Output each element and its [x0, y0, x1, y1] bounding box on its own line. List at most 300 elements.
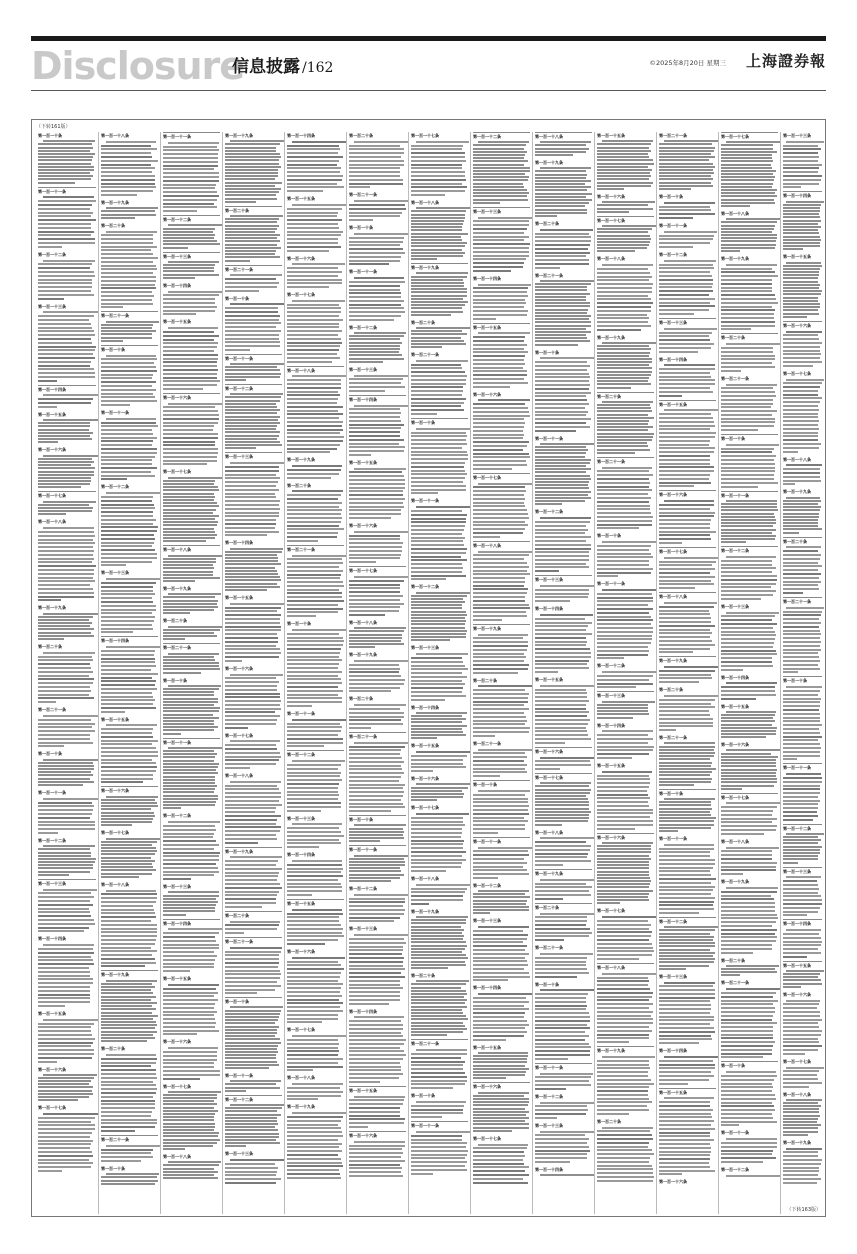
text-line: [535, 255, 586, 257]
article-heading: 第一百一十七条: [38, 493, 66, 499]
text-line: [168, 593, 221, 595]
text-line: [721, 1026, 773, 1028]
article-block: [659, 318, 716, 353]
text-line: [786, 1148, 822, 1150]
text-line: [535, 1005, 587, 1007]
text-line: [38, 1034, 92, 1036]
text-line: [38, 535, 95, 537]
text-line: [163, 723, 214, 725]
text-line: [349, 772, 404, 774]
text-line: [287, 1002, 343, 1004]
text-line: [535, 478, 591, 480]
text-line: [535, 853, 588, 855]
article-block: [411, 775, 468, 801]
text-line: [287, 678, 341, 680]
text-line: [597, 1015, 651, 1017]
text-line: [535, 151, 586, 153]
text-line: [473, 752, 525, 754]
text-line: [101, 253, 153, 255]
text-line: [225, 788, 279, 790]
text-line: [168, 291, 222, 293]
text-line: [659, 985, 713, 987]
article-block: [597, 580, 654, 659]
text-line: [783, 334, 818, 336]
text-line: [535, 481, 589, 483]
text-line: [349, 479, 405, 481]
text-line: [411, 941, 466, 943]
article-heading: 第一百一十八条: [473, 542, 501, 548]
text-line: [225, 1167, 278, 1169]
text-line: [349, 630, 404, 632]
text-line: [163, 904, 216, 906]
text-line: [783, 204, 821, 206]
text-line: [38, 238, 95, 240]
text-line: [473, 314, 527, 316]
text-line: [101, 620, 154, 622]
text-line: [287, 772, 341, 774]
article-heading: 第一百一十六条: [783, 322, 811, 328]
text-line: [163, 672, 201, 674]
text-line: [411, 398, 466, 400]
text-line: [721, 772, 776, 774]
text-line: [349, 991, 400, 993]
text-line: [163, 195, 219, 197]
text-line: [473, 976, 530, 978]
text-line: [721, 403, 773, 405]
text-line: [163, 785, 217, 787]
text-line: [535, 768, 560, 770]
text-line: [726, 988, 780, 990]
text-line: [664, 666, 718, 668]
text-line: [225, 719, 277, 721]
text-line: [225, 567, 275, 569]
text-line: [721, 902, 775, 904]
article-heading: 第一百一十三条: [783, 868, 811, 874]
text-line: [659, 755, 714, 757]
text-line: [349, 241, 403, 243]
text-line: [163, 270, 214, 272]
text-line: [473, 1065, 525, 1067]
article-block: [721, 491, 778, 544]
text-line: [721, 244, 776, 246]
text-line: [349, 646, 375, 648]
text-line: [163, 1097, 217, 1099]
text-line: [225, 474, 276, 476]
article-block: [411, 263, 468, 316]
article-heading: 第一百一十七条: [473, 474, 501, 480]
text-line: [411, 514, 467, 516]
text-line: [597, 283, 653, 285]
text-line: [473, 151, 527, 153]
text-line: [659, 332, 712, 334]
text-line: [726, 343, 780, 345]
text-line: [411, 160, 466, 162]
text-line: [659, 143, 712, 145]
article-block: [721, 1166, 778, 1177]
text-line: [225, 864, 276, 866]
text-line: [473, 900, 527, 902]
text-line: [225, 932, 244, 934]
text-line: [473, 573, 530, 575]
text-line: [597, 172, 650, 174]
text-line: [473, 1104, 528, 1106]
text-line: [783, 1086, 809, 1088]
text-line: [783, 618, 819, 620]
text-line: [597, 568, 653, 570]
text-line: [602, 225, 656, 227]
text-line: [721, 971, 777, 973]
text-line: [535, 1050, 590, 1052]
text-line: [597, 524, 652, 526]
text-line: [101, 983, 152, 985]
text-line: [535, 315, 591, 317]
article-block: [597, 216, 654, 253]
text-line: [101, 478, 127, 480]
text-line: [287, 574, 341, 576]
article-block: [411, 1092, 468, 1118]
text-line: [225, 1129, 278, 1131]
text-line: [225, 660, 242, 662]
text-line: [163, 720, 214, 722]
text-line: [478, 685, 532, 687]
article-block: [721, 546, 778, 600]
text-line: [535, 154, 573, 156]
text-line: [726, 1175, 780, 1177]
text-line: [597, 980, 649, 982]
text-line: [163, 1132, 219, 1134]
article-heading: 第一百二十一条: [783, 599, 811, 605]
text-line: [659, 172, 714, 174]
text-line: [225, 744, 276, 746]
text-line: [411, 255, 463, 257]
text-line: [659, 417, 713, 419]
text-line: [535, 1113, 586, 1115]
text-line: [540, 229, 593, 231]
text-line: [664, 695, 718, 697]
text-line: [163, 600, 218, 602]
text-line: [38, 1162, 93, 1164]
text-line: [349, 354, 402, 356]
text-line: [473, 960, 527, 962]
text-line: [473, 862, 527, 864]
text-line: [478, 217, 532, 219]
text-line: [101, 699, 155, 701]
text-line: [225, 656, 279, 658]
text-line: [38, 319, 89, 321]
text-line: [38, 663, 90, 665]
text-line: [101, 333, 152, 335]
text-line: [597, 635, 652, 637]
text-line: [225, 166, 281, 168]
text-line: [38, 580, 95, 582]
text-line: [473, 167, 530, 169]
text-line: [411, 571, 462, 573]
text-line: [659, 762, 712, 764]
text-line: [101, 422, 156, 424]
text-line: [101, 920, 151, 922]
text-line: [225, 326, 276, 328]
text-line: [349, 753, 400, 755]
text-line: [597, 387, 631, 389]
text-line: [783, 884, 818, 886]
text-line: [478, 483, 532, 485]
text-line: [101, 534, 154, 536]
article-heading: 第一百二十一条: [411, 352, 439, 358]
text-line: [411, 1139, 462, 1141]
text-line: [287, 827, 339, 829]
text-line: [535, 976, 577, 978]
text-line: [101, 175, 155, 177]
article-heading: 第一百一十九条: [659, 658, 687, 664]
text-line: [659, 817, 716, 819]
article-block: [225, 997, 282, 1069]
text-line: [225, 823, 276, 825]
article-heading: 第一百二十条: [101, 222, 125, 228]
text-line: [101, 901, 156, 903]
text-line: [101, 778, 153, 780]
text-line: [38, 1083, 89, 1085]
text-line: [535, 177, 586, 179]
text-line: [721, 669, 743, 671]
text-line: [287, 810, 321, 812]
text-line: [101, 747, 156, 749]
text-line: [101, 873, 152, 875]
text-line: [411, 961, 465, 963]
text-line: [783, 506, 821, 508]
text-line: [597, 377, 649, 379]
text-line: [287, 734, 338, 736]
text-line: [659, 882, 711, 884]
text-line: [287, 1066, 343, 1068]
text-line: [411, 236, 461, 238]
text-line: [597, 820, 653, 822]
text-line: [597, 880, 651, 882]
text-line: [411, 1025, 465, 1027]
text-line: [473, 893, 525, 895]
text-line: [411, 175, 465, 177]
article-heading: 第一百一十六条: [163, 1039, 191, 1045]
text-line: [101, 515, 153, 517]
text-line: [411, 386, 463, 388]
text-line: [597, 623, 651, 625]
text-line: [163, 1059, 217, 1061]
text-line: [783, 207, 820, 209]
text-line: [38, 802, 92, 804]
text-line: [473, 287, 528, 289]
text-line: [43, 613, 98, 615]
text-line: [225, 1123, 278, 1125]
text-line: [163, 302, 215, 304]
text-line: [168, 403, 222, 405]
text-line: [411, 413, 437, 415]
text-line: [721, 665, 773, 667]
text-line: [349, 446, 405, 448]
text-line: [225, 830, 280, 832]
article-block: [473, 677, 530, 737]
text-line: [349, 263, 389, 265]
text-line: [349, 1156, 401, 1158]
text-line: [163, 1018, 215, 1020]
text-line: [349, 319, 394, 321]
text-line: [597, 348, 651, 350]
text-line: [163, 638, 185, 640]
article-block: [225, 354, 282, 381]
text-line: [721, 225, 775, 227]
text-line: [287, 1139, 338, 1141]
text-line: [349, 791, 404, 793]
text-line: [597, 508, 650, 510]
article-block: [411, 132, 468, 196]
text-line: [287, 615, 316, 617]
text-line: [349, 152, 404, 154]
text-line: [411, 787, 468, 789]
text-line: [287, 723, 340, 725]
text-line: [287, 999, 339, 1001]
text-line: [38, 952, 94, 954]
text-line: [168, 1047, 219, 1049]
text-line: [473, 581, 525, 583]
text-line: [163, 836, 213, 838]
text-line: [101, 1065, 151, 1067]
text-line: [659, 387, 710, 389]
text-line: [106, 578, 160, 580]
text-line: [163, 237, 214, 239]
text-line: [287, 164, 337, 166]
article-heading: 第一百二十一条: [721, 375, 749, 381]
text-line: [721, 762, 776, 764]
text-line: [225, 966, 278, 968]
text-line: [783, 357, 820, 359]
text-line: [540, 913, 594, 915]
article-block: [163, 215, 220, 249]
article-heading: 第一百二十条: [597, 1118, 621, 1124]
text-line: [101, 396, 155, 398]
text-line: [416, 751, 470, 753]
text-line: [597, 556, 653, 558]
text-line: [38, 510, 92, 512]
text-line: [597, 1026, 649, 1028]
article-block: [535, 349, 592, 432]
text-line: [783, 633, 821, 635]
text-line: [597, 920, 648, 922]
text-line: [101, 799, 155, 801]
text-line: [292, 490, 343, 492]
text-line: [225, 696, 280, 698]
text-line: [721, 279, 772, 281]
text-line: [721, 895, 771, 897]
text-line: [597, 1130, 650, 1132]
text-line: [101, 303, 153, 305]
text-line: [43, 196, 95, 198]
text-line: [38, 874, 69, 876]
text-line: [287, 406, 343, 408]
text-line: [535, 500, 585, 502]
text-line: [349, 840, 380, 842]
text-line: [597, 410, 652, 412]
text-line: [101, 863, 152, 865]
article-heading: 第一百一十四条: [38, 386, 66, 392]
text-line: [597, 474, 653, 476]
text-line: [597, 185, 651, 187]
text-line: [597, 855, 649, 857]
text-line: [168, 626, 222, 628]
text-line: [287, 410, 338, 412]
text-line: [659, 166, 715, 168]
text-line: [349, 292, 401, 294]
text-line: [473, 430, 523, 432]
text-line: [349, 1050, 404, 1052]
text-line: [535, 972, 589, 974]
text-line: [783, 1124, 821, 1126]
text-line: [783, 1108, 819, 1110]
text-line: [349, 683, 404, 685]
text-line: [659, 313, 694, 315]
text-line: [473, 896, 530, 898]
text-line: [287, 779, 342, 781]
text-line: [721, 474, 774, 476]
text-line: [163, 1103, 217, 1105]
article-heading: 第一百一十三条: [101, 570, 129, 576]
text-line: [163, 898, 216, 900]
text-line: [225, 493, 275, 495]
article-heading: 第一百一十二条: [163, 813, 191, 819]
text-line: [411, 458, 468, 460]
text-line: [473, 1035, 524, 1037]
text-line: [287, 968, 344, 970]
article-block: [38, 187, 96, 248]
text-line: [38, 867, 93, 869]
text-line: [163, 410, 218, 412]
text-line: [225, 1067, 269, 1069]
text-line: [287, 611, 338, 613]
text-line: [38, 967, 89, 969]
text-line: [349, 300, 404, 302]
text-line: [287, 506, 339, 508]
article-block: [783, 763, 822, 820]
text-line: [659, 801, 711, 803]
text-line: [225, 250, 276, 252]
text-line: [473, 1166, 529, 1168]
text-line: [721, 952, 753, 954]
text-line: [38, 1026, 91, 1028]
text-line: [38, 1166, 91, 1168]
text-line: [411, 1112, 463, 1114]
text-line: [349, 416, 400, 418]
text-line: [535, 411, 588, 413]
section-brand: Disclosure: [31, 44, 245, 88]
text-line: [783, 888, 819, 890]
text-line: [163, 346, 217, 348]
text-line: [783, 956, 807, 958]
text-line: [411, 1022, 463, 1024]
article-block: [535, 220, 592, 269]
text-line: [38, 686, 90, 688]
text-line: [535, 170, 586, 172]
article-heading: 第一百一十八条: [411, 199, 439, 205]
text-line: [101, 1073, 156, 1075]
article-heading: 第一百二十一条: [101, 313, 129, 319]
article-block: [101, 786, 158, 826]
text-line: [101, 812, 154, 814]
text-line: [38, 762, 93, 764]
text-line: [597, 383, 651, 385]
text-line: [101, 448, 157, 450]
text-line: [721, 506, 777, 508]
text-line: [721, 283, 772, 285]
text-line: [659, 444, 709, 446]
text-line: [473, 382, 528, 384]
text-line: [535, 144, 586, 146]
